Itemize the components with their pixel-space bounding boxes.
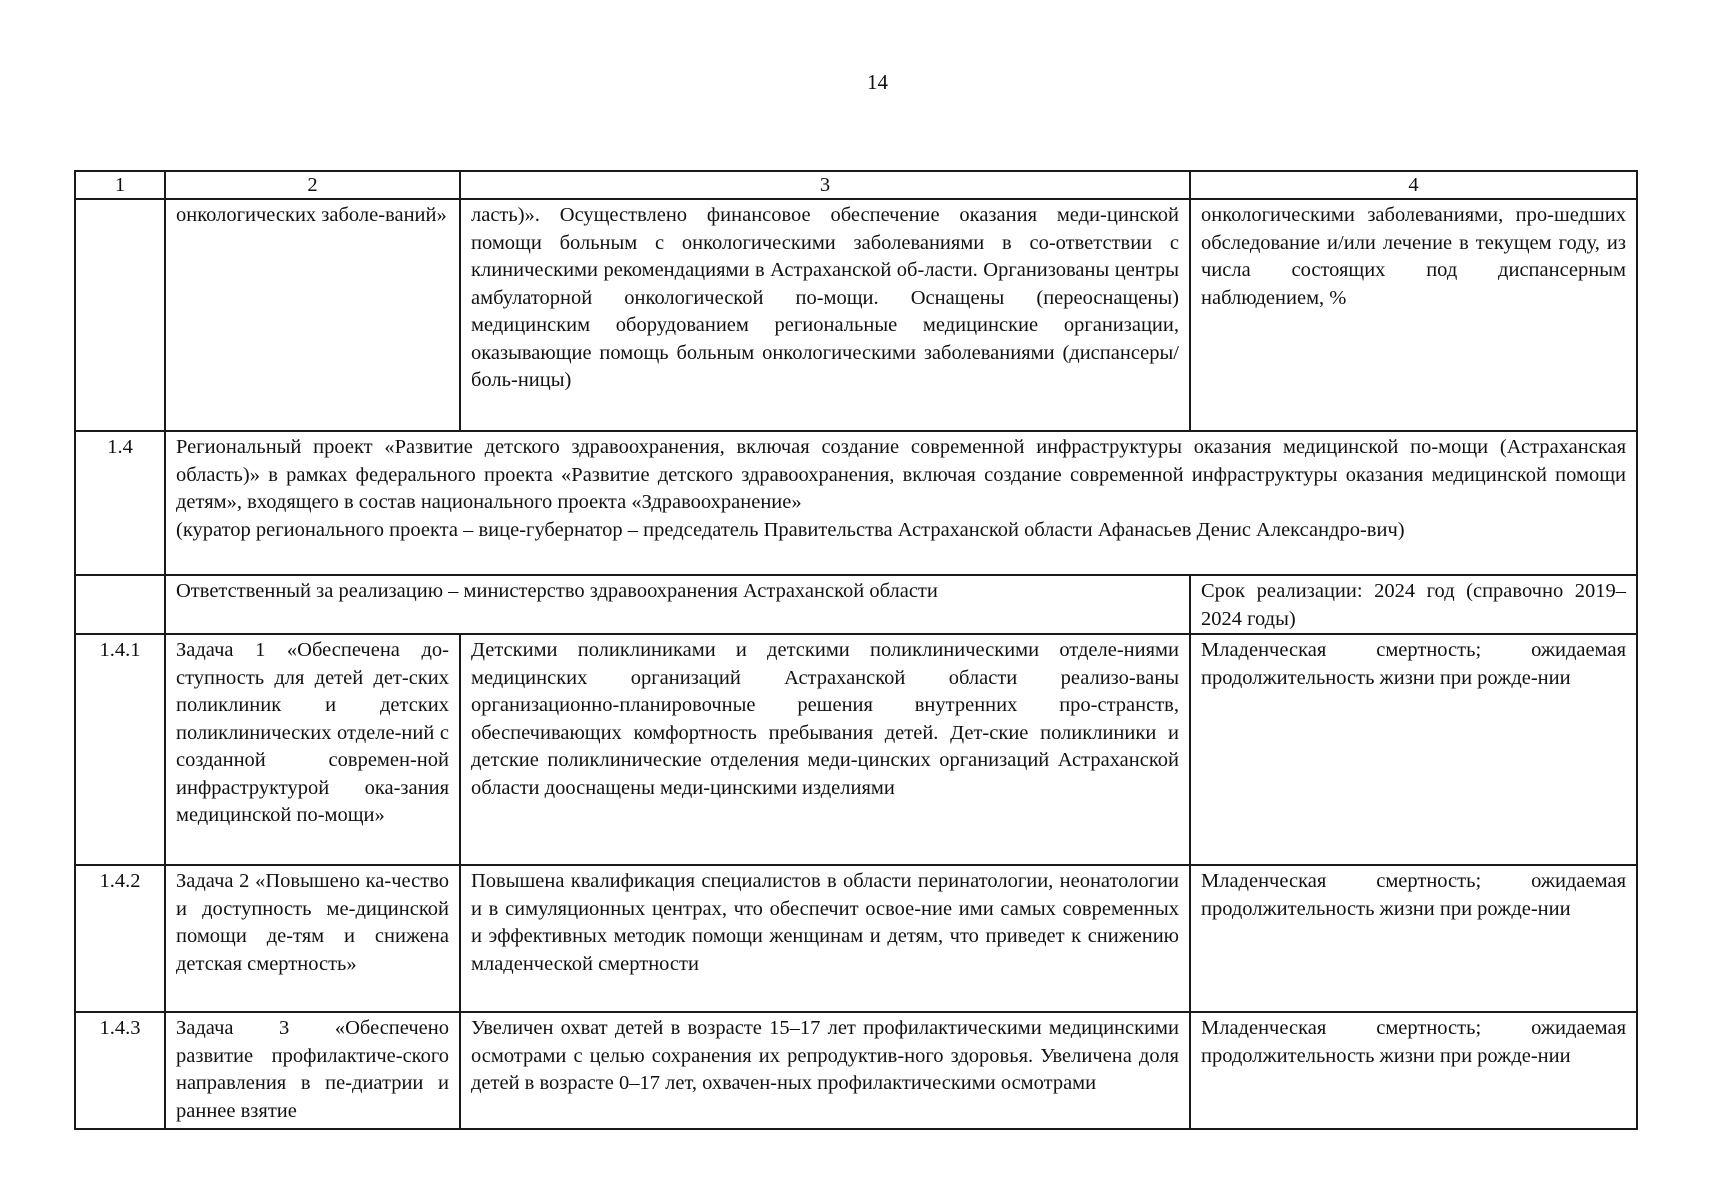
row-number-cell: 1.4 xyxy=(75,431,165,575)
header-cell-1: 1 xyxy=(75,171,165,199)
task-name-cell: онкологических заболе-ваний» xyxy=(165,199,460,431)
indicator-cell: онкологическими заболеваниями, про-шедших обследование и/или лечение в текущем году, из числа состоящих под диспансерным наблюдением, % xyxy=(1190,199,1637,431)
task-name-cell: Задача 1 «Обеспечена до-ступность для детей дет-ских поликлиник и детских поликлинических отделе-ний с созданной современ-ной инфраструктурой ока-зания медицинской по-мощи» xyxy=(165,634,460,865)
result-cell: Повышена квалификация специалистов в области перинатологии, неонатологии и в симуляционных центрах, что обеспечит освое-ние ими самых современных и эффективных методик помощи женщинам и детям, что приведет к снижению младенческой смертности xyxy=(460,865,1190,1012)
row-number-cell xyxy=(75,575,165,634)
indicator-cell: Младенческая смертность; ожидаемая продолжительность жизни при рожде-нии xyxy=(1190,634,1637,865)
task-name-cell: Задача 3 «Обеспечено развитие профилактиче-ского направления в пе-диатрии и раннее взятие xyxy=(165,1012,460,1129)
table-row xyxy=(75,865,1637,1012)
indicator-cell: Младенческая смертность; ожидаемая продолжительность жизни при рожде-нии xyxy=(1190,865,1637,1012)
project-title: Региональный проект «Развитие детского здравоохранения, включая создание современной инфраструктуры оказания медицинской по-мощи (Астраханская область)» в рамках федерального проекта «Развитие детского здравоохранения, включая создание современной инфраструктуры оказания медицинской помощи детям», входящего в состав национального проекта «Здравоохранение» xyxy=(176,436,1626,513)
indicator-cell: Младенческая смертность; ожидаемая продолжительность жизни при рожде-нии xyxy=(1190,1012,1637,1129)
row-number-cell xyxy=(75,199,165,431)
header-cell-3: 3 xyxy=(460,171,1190,199)
table-row xyxy=(75,1012,1637,1129)
result-cell: Увеличен охват детей в возрасте 15–17 лет профилактическими медицинскими осмотрами с целью сохранения их репродуктив-ного здоровья. Увеличена доля детей в возрасте 0–17 лет, охвачен-ных профилактическими осмотрами xyxy=(460,1012,1190,1129)
page-number: 14 xyxy=(867,70,888,94)
program-table xyxy=(74,170,1638,1130)
table-row xyxy=(75,634,1637,865)
row-number-cell: 1.4.2 xyxy=(75,865,165,1012)
result-cell: ласть)». Осуществлено финансовое обеспечение оказания меди-цинской помощи больным с онкологическими заболеваниями в со-ответствии с клиническими рекомендациями в Астраханской об-ласти. Организованы центры амбулаторной онкологической по-мощи. Оснащены (переоснащены) медицинским оборудованием региональные медицинские организации, оказывающие помощь больным онкологическими заболеваниями (диспансеры/боль-ницы) xyxy=(460,199,1190,431)
header-cell-4: 4 xyxy=(1190,171,1637,199)
table-row-continuation xyxy=(75,199,1637,431)
header-cell-2: 2 xyxy=(165,171,460,199)
term-cell: Срок реализации: 2024 год (справочно 2019–2024 годы) xyxy=(1190,575,1637,634)
row-number-cell: 1.4.1 xyxy=(75,634,165,865)
project-description-cell xyxy=(165,431,1637,575)
table-row-responsible xyxy=(75,575,1637,634)
result-cell: Детскими поликлиниками и детскими поликлиническими отделе-ниями медицинских организаций Астраханской области реализо-ваны организационно-планировочные решения внутренних про-странств, обеспечивающих комфортность пребывания детей. Дет-ские поликлиники и детские поликлинические отделения меди-цинских организаций Астраханской области дооснащены меди-цинскими изделиями xyxy=(460,634,1190,865)
responsible-cell: Ответственный за реализацию – министерство здравоохранения Астраханской области xyxy=(165,575,1190,634)
row-number-cell: 1.4.3 xyxy=(75,1012,165,1129)
table-row-project xyxy=(75,431,1637,575)
task-name-cell: Задача 2 «Повышено ка-чество и доступность ме-дицинской помощи де-тям и снижена детская смертность» xyxy=(165,865,460,1012)
project-curator: (куратор регионального проекта – вице-губернатор – председатель Правительства Астраханской области Афанасьев Денис Александро-вич) xyxy=(176,518,1405,541)
table-header-row xyxy=(75,171,1637,199)
